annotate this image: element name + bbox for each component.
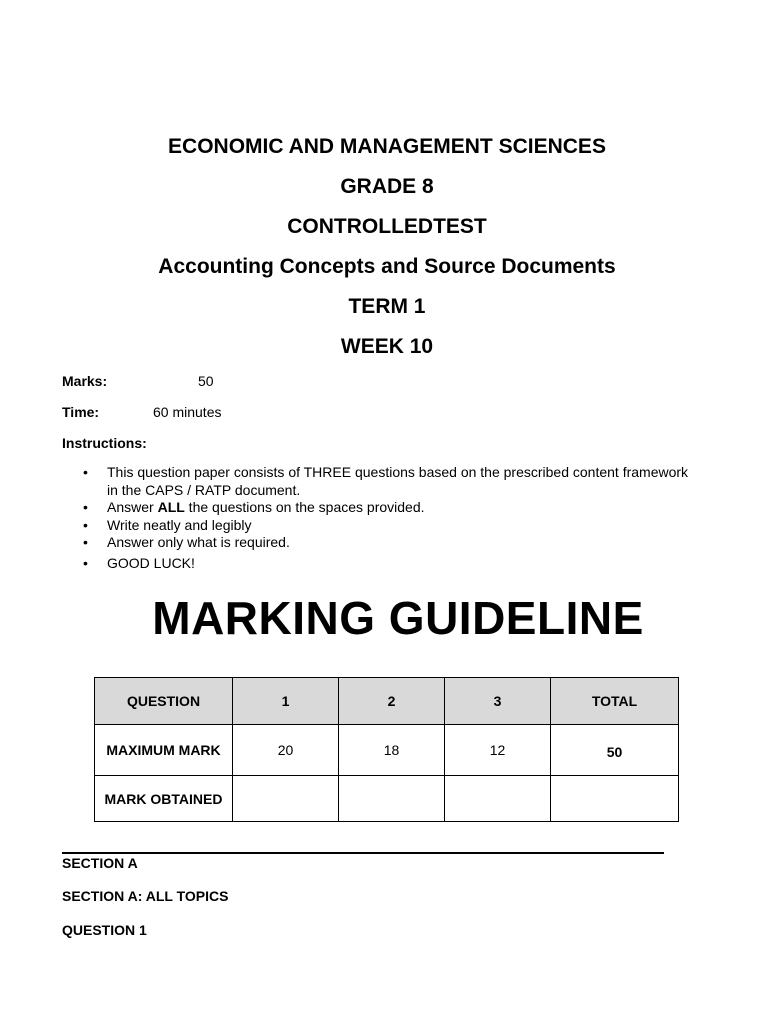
table-cell: 20 [233, 725, 339, 776]
instruction-item [62, 534, 702, 552]
table-cell: 18 [339, 725, 445, 776]
bullet-icon: • [83, 464, 88, 480]
table-header-cell: 3 [445, 678, 551, 725]
instruction-text: GOOD LUCK! [107, 554, 195, 571]
table-header-cell: 1 [233, 678, 339, 725]
row-label-mark-obtained: MARK OBTAINED [95, 776, 233, 822]
grade-title: GRADE 8 [340, 175, 434, 198]
time-value: 60 minutes [153, 404, 222, 420]
table-cell-empty [233, 776, 339, 822]
table-header-cell: TOTAL [551, 678, 679, 725]
table-cell-empty [551, 776, 679, 822]
term-title: TERM 1 [348, 295, 426, 318]
table-header-cell: 2 [339, 678, 445, 725]
marking-guideline-title: MARKING GUIDELINE [152, 592, 644, 644]
instruction-emphasis: ALL [157, 499, 185, 515]
instruction-text: This question paper consists of THREE questions based on the prescribed content framework in the CAPS / RATP document. [107, 464, 689, 498]
instruction-text: Answer only what is required. [107, 534, 290, 550]
bullet-icon: • [83, 554, 88, 571]
instruction-item [62, 499, 702, 517]
table-cell-total: 50 [551, 725, 679, 776]
marks-label: Marks: [62, 373, 108, 389]
subject-title: ECONOMIC AND MANAGEMENT SCIENCES [168, 135, 606, 158]
instruction-text-prefix: Answer [107, 499, 158, 515]
instruction-item [62, 517, 702, 535]
table-row [95, 725, 679, 776]
instruction-item [62, 464, 702, 499]
instruction-text: Write neatly and legibly [107, 516, 252, 533]
section-divider [62, 852, 664, 854]
instruction-item [62, 555, 702, 573]
bullet-icon: • [83, 499, 88, 515]
table-row [95, 776, 679, 822]
table-cell: 12 [445, 725, 551, 776]
time-label: Time: [62, 404, 100, 420]
row-label-maximum-mark: MAXIMUM MARK [95, 725, 233, 776]
section-a-heading: SECTION A [62, 855, 138, 871]
week-title: WEEK 10 [340, 335, 434, 358]
table-cell-empty [445, 776, 551, 822]
bullet-icon: • [83, 516, 88, 533]
table-header-row [95, 678, 679, 725]
marks-table [94, 677, 679, 822]
section-a-topics-heading: SECTION A: ALL TOPICS [62, 888, 229, 904]
bullet-icon: • [83, 534, 88, 550]
instructions-list [62, 464, 702, 572]
table-cell-empty [339, 776, 445, 822]
marks-value: 50 [198, 373, 214, 389]
test-type-title: CONTROLLEDTEST [287, 215, 487, 238]
topic-title: Accounting Concepts and Source Documents [158, 255, 616, 278]
table-header-cell: QUESTION [95, 678, 233, 725]
instructions-label: Instructions: [62, 435, 147, 451]
instruction-text-suffix: the questions on the spaces provided. [184, 499, 425, 515]
question-1-heading: QUESTION 1 [62, 922, 147, 938]
